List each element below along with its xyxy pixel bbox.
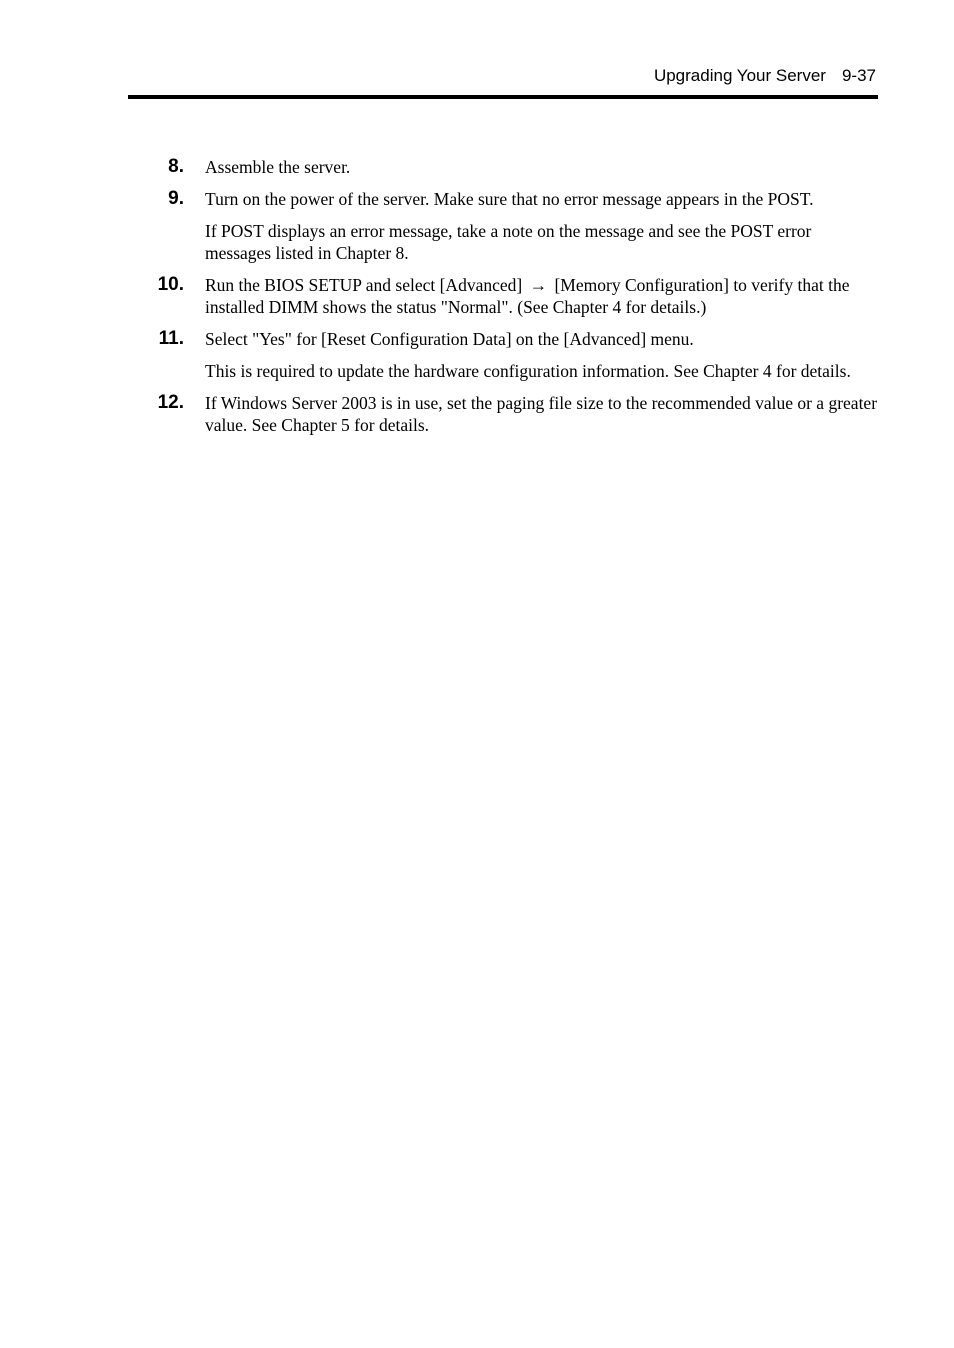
chapter-title: Upgrading Your Server — [653, 66, 826, 85]
step-10 — [128, 274, 878, 318]
step-11 — [128, 328, 878, 382]
step-number: 10. — [157, 274, 184, 295]
step-text: Turn on the power of the server. Make sure that no error message appears in the POST. — [205, 189, 814, 209]
step-text: If Windows Server 2003 is in use, set the paging file size to the recommended value or a greater value. See Chapter 5 for details. — [205, 393, 878, 435]
step-note: This is required to update the hardware configuration information. See Chapter 4 for details. — [205, 361, 851, 381]
right-arrow-icon: → — [529, 275, 548, 295]
step-text — [205, 274, 878, 318]
page-number: 9-37 — [841, 66, 876, 85]
step-text-after-arrow: [Memory Configuration] to verify that the installed DIMM shows the status "Normal". (See Chapter 4 for details.) — [205, 275, 850, 317]
step-12 — [128, 392, 878, 436]
step-9 — [128, 188, 878, 264]
step-8 — [128, 156, 878, 178]
header-divider — [128, 95, 878, 99]
step-number: 9. — [168, 188, 184, 209]
step-number: 11. — [158, 328, 184, 349]
page-header — [128, 66, 876, 86]
step-text: Select "Yes" for [Reset Configuration Data] on the [Advanced] menu. — [205, 329, 694, 349]
procedure-steps — [128, 156, 878, 446]
step-number: 8. — [168, 156, 184, 177]
step-number: 12. — [157, 392, 184, 413]
step-note: If POST displays an error message, take a note on the message and see the POST error messages listed in Chapter 8. — [205, 221, 812, 263]
step-text-before-arrow: Run the BIOS SETUP and select [Advanced] — [205, 275, 523, 295]
step-text: Assemble the server. — [205, 157, 351, 177]
